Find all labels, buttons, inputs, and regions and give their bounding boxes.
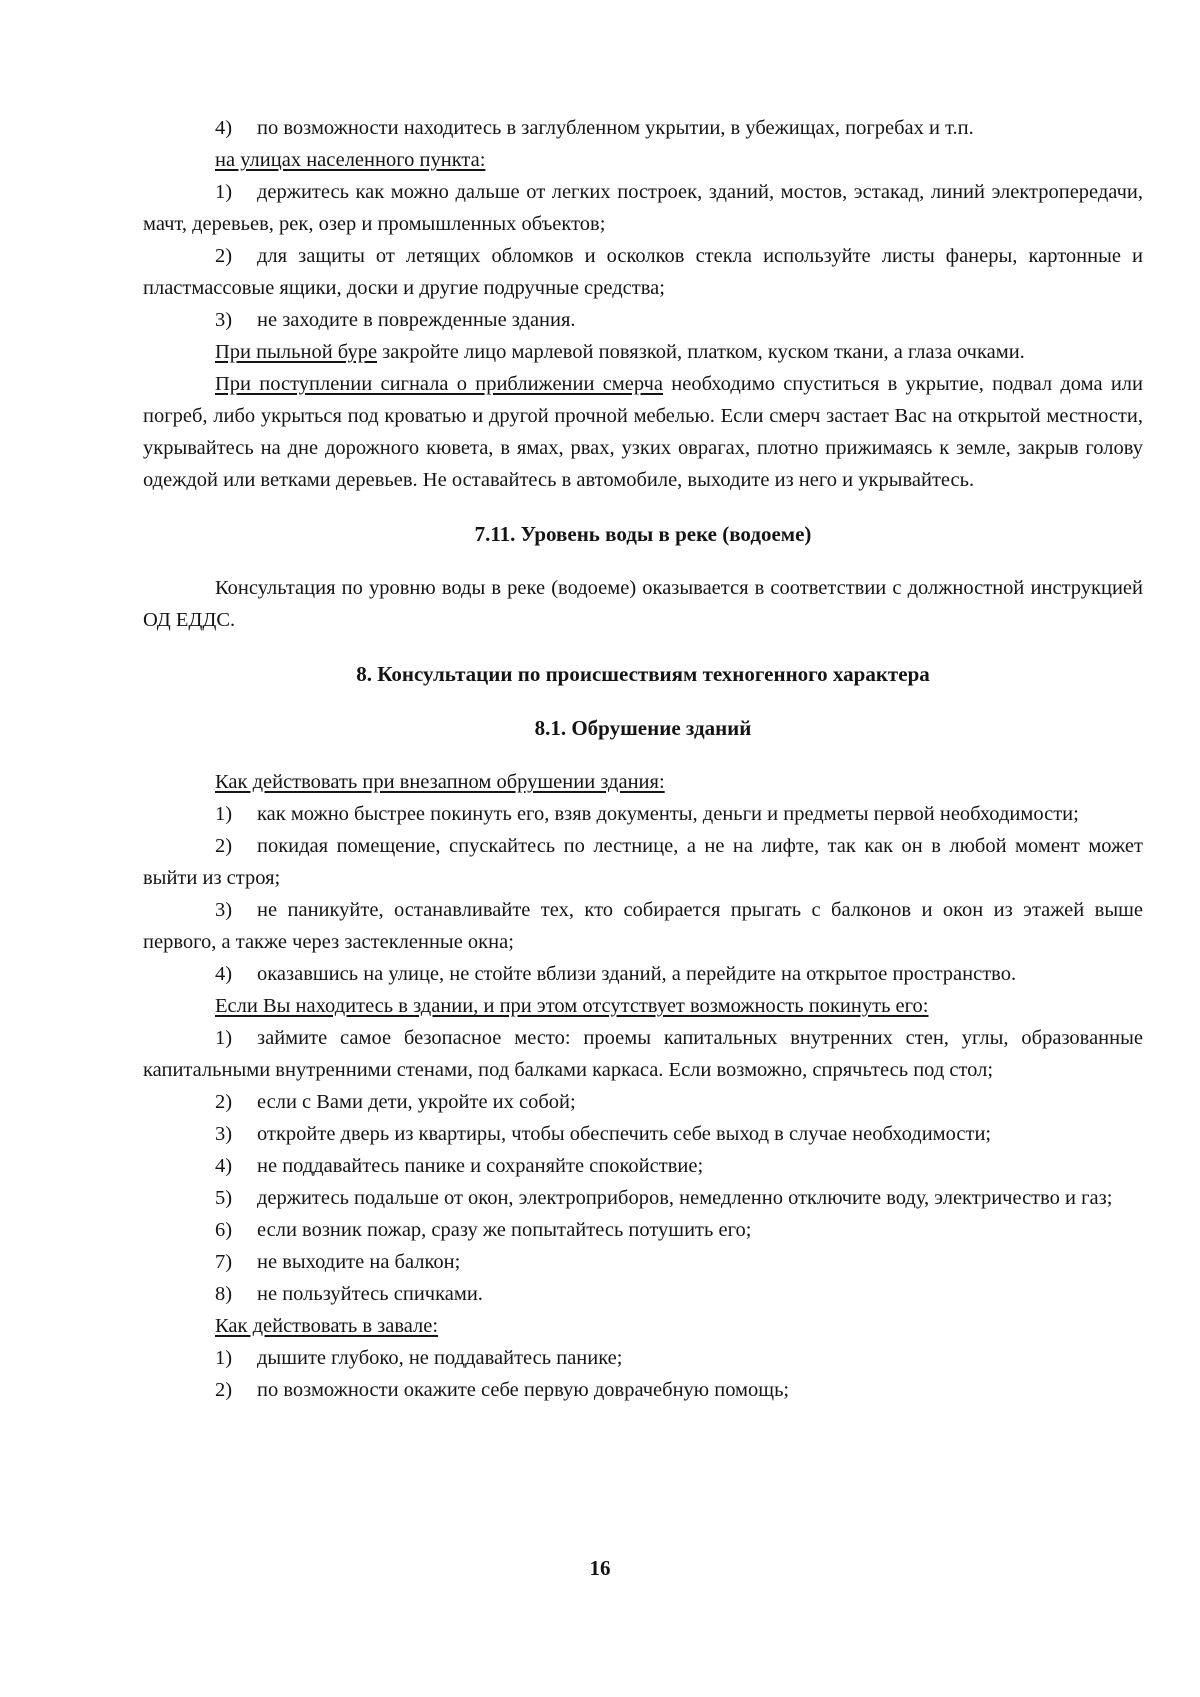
section-8-1-title: 8.1. Обрушение зданий [534, 716, 752, 740]
section-8-title: 8. Консультации по происшествиям техногенного характера [356, 662, 930, 686]
list-text: не пользуйтесь спичками. [257, 1283, 483, 1305]
list-text: не поддавайтесь панике и сохраняйте спокойствие; [257, 1155, 704, 1177]
subheading-inside-building: Если Вы находитесь в здании, и при этом отсутствует возможность покинуть его: [215, 995, 929, 1017]
list-item [143, 798, 1143, 830]
list-text: по возможности находитесь в заглубленном укрытии, в убежищах, погребах и т.п. [257, 117, 974, 139]
list-item [143, 304, 1143, 336]
list-number: 2) [215, 835, 233, 857]
list-number: 2) [215, 245, 233, 267]
list-text: если с Вами дети, укройте их собой; [257, 1091, 576, 1113]
list-number: 3) [215, 1123, 233, 1145]
list-item [143, 1182, 1143, 1214]
list-text: держитесь подальше от окон, электроприборов, немедленно отключите воду, электричество и газ; [257, 1187, 1113, 1209]
page-number: 16 [589, 1556, 611, 1580]
list-number: 5) [215, 1187, 233, 1209]
subheading-sudden-collapse: Как действовать при внезапном обрушении здания: [215, 771, 665, 793]
list-item [143, 1086, 1143, 1118]
list-number: 6) [215, 1219, 233, 1241]
list-item [143, 1246, 1143, 1278]
list-text: не паникуйте, останавливайте тех, кто собирается прыгать с балконов и окон из этажей выше первого, а также через застекленные окна; [143, 899, 1143, 953]
list-item [143, 1150, 1143, 1182]
document-body [143, 112, 1143, 1406]
tornado-label: При поступлении сигнала о приближении смерча [215, 373, 664, 395]
list-text: не выходите на балкон; [257, 1251, 461, 1273]
list-text: не заходите в поврежденные здания. [257, 309, 576, 331]
list-number: 7) [215, 1251, 233, 1273]
list-item [143, 1118, 1143, 1150]
list-item [143, 894, 1143, 958]
list-item [143, 830, 1143, 894]
list-text: если возник пожар, сразу же попытайтесь потушить его; [257, 1219, 752, 1241]
list-item [143, 1342, 1143, 1374]
list-item [143, 958, 1143, 990]
list-text: держитесь как можно дальше от легких построек, зданий, мостов, эстакад, линий электропередачи, мачт, деревьев, рек, озер и промышленных объектов; [143, 181, 1143, 235]
list-text: займите самое безопасное место: проемы капитальных внутренних стен, углы, образованные капитальными внутренними стенами, под балками каркаса. Если возможно, спрячьтесь под стол; [143, 1027, 1143, 1081]
list-item [143, 1214, 1143, 1246]
list-text: откройте дверь из квартиры, чтобы обеспечить себе выход в случае необходимости; [257, 1123, 992, 1145]
list-text: дышите глубоко, не поддавайтесь панике; [257, 1347, 623, 1369]
list-text: для защиты от летящих обломков и осколков стекла используйте листы фанеры, картонные и пластмассовые ящики, доски и другие подручные средства; [143, 245, 1143, 299]
list-text: оказавшись на улице, не стойте вблизи зданий, а перейдите на открытое пространство. [257, 963, 1017, 985]
list-number: 4) [215, 1155, 233, 1177]
dust-storm-label: При пыльной буре [215, 341, 378, 363]
section-7-11-title: 7.11. Уровень воды в реке (водоеме) [474, 522, 812, 546]
list-item [143, 1374, 1143, 1406]
list-text: покидая помещение, спускайтесь по лестнице, а не на лифте, так как он в любой момент может выйти из строя; [143, 835, 1143, 889]
list-number: 2) [215, 1379, 233, 1401]
list-item [143, 1022, 1143, 1086]
list-text: как можно быстрее покинуть его, взяв документы, деньги и предметы первой необходимости; [257, 803, 1079, 825]
tornado-paragraph: При поступлении сигнала о приближении смерча необходимо спуститься в укрытие, подвал дома или погреб, либо укрыться под кроватью и другой прочной мебелью. Если смерч застает Вас на открытой местности, укрывайтесь на дне дорожного кювета, в ямах, рвах, узких оврагах, плотно прижимаясь к земле, закрыв голову одеждой или ветками деревьев. Не оставайтесь в автомобиле, выходите из него и укрывайтесь. [143, 373, 1143, 491]
water-level-paragraph: Консультация по уровню воды в реке (водоеме) оказывается в соответствии с должностной инструкцией ОД ЕДДС. [143, 577, 1143, 631]
dust-storm-paragraph: При пыльной буре закройте лицо марлевой повязкой, платком, куском ткани, а глаза очками. [215, 341, 1025, 363]
list-number: 4) [215, 963, 233, 985]
list-number: 1) [215, 803, 233, 825]
list-number: 1) [215, 181, 233, 203]
list-item [143, 240, 1143, 304]
list-number: 1) [215, 1347, 233, 1369]
list-number: 1) [215, 1027, 233, 1049]
subheading-rubble: Как действовать в завале: [215, 1315, 439, 1337]
list-number: 3) [215, 899, 233, 921]
list-item [143, 112, 1143, 144]
list-number: 8) [215, 1283, 233, 1305]
list-text: по возможности окажите себе первую доврачебную помощь; [257, 1379, 790, 1401]
list-item [143, 1278, 1143, 1310]
list-number: 2) [215, 1091, 233, 1113]
list-number: 3) [215, 309, 233, 331]
subheading-streets: на улицах населенного пункта: [215, 149, 486, 171]
list-number: 4) [215, 117, 233, 139]
list-item [143, 176, 1143, 240]
